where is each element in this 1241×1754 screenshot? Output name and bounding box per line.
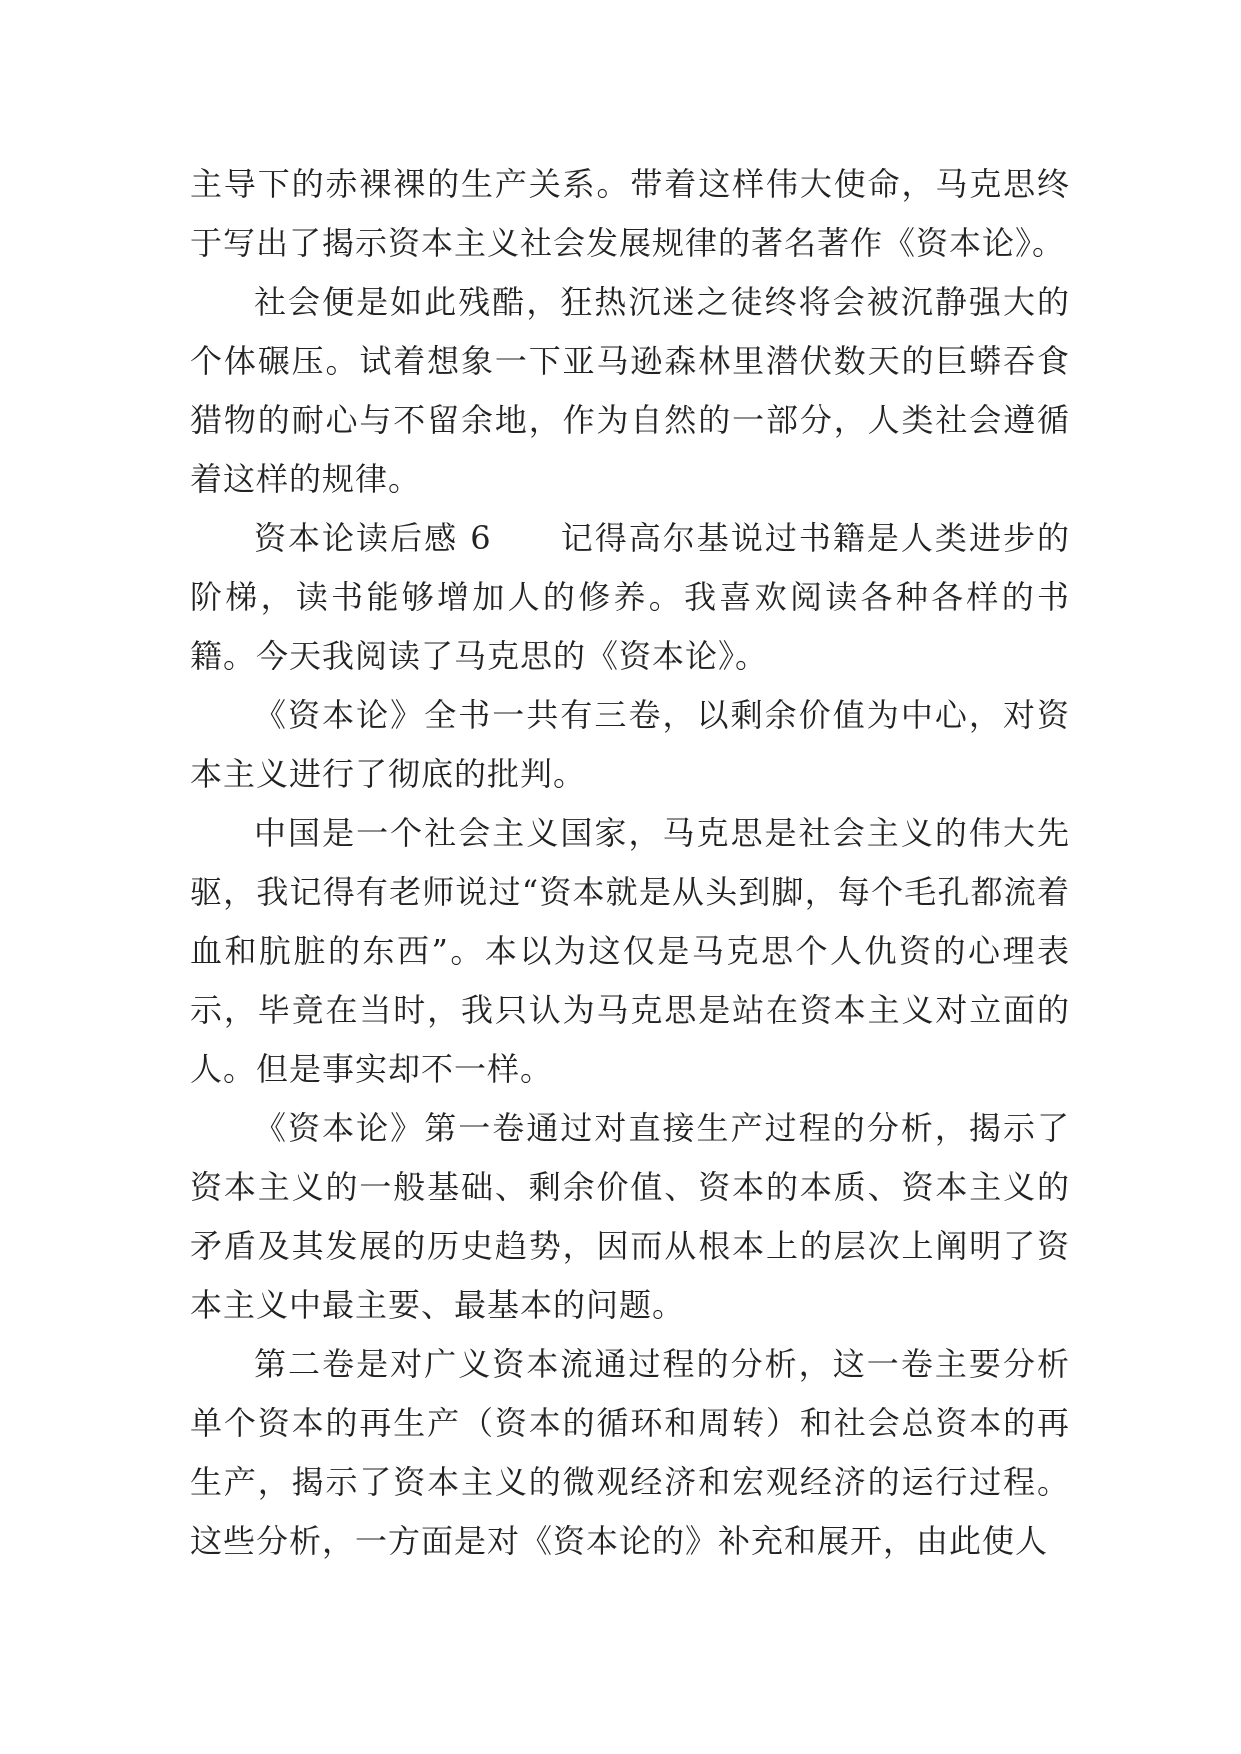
paragraph-volume-one: 《资本论》第一卷通过对直接生产过程的分析，揭示了资本主义的一般基础、剩余价值、资本的本质、资本主义的矛盾及其发展的历史趋势，因而从根本上的层次上阐明了资本主义中最主要、最基本的问题。 (190, 1109, 1070, 1324)
paragraph-society: 社会便是如此残酷，狂热沉迷之徒终将会被沉静强大的个体碾压。试着想象一下亚马逊森林里潜伏数天的巨蟒吞食猎物的耐心与不留余地，作为自然的一部分，人类社会遵循着这样的规律。 (190, 283, 1070, 498)
paragraph-volume-two: 第二卷是对广义资本流通过程的分析，这一卷主要分析单个资本的再生产（资本的循环和周转）和社会总资本的再生产，揭示了资本主义的微观经济和宏观经济的运行过程。这些分析，一方面是对《资本论的》补充和展开，由此使人 (190, 1345, 1070, 1560)
paragraph-china-socialism: 中国是一个社会主义国家，马克思是社会主义的伟大先驱，我记得有老师说过“资本就是从头到脚，每个毛孔都流着血和肮脏的东西”。本以为这仅是马克思个人仇资的心理表示，毕竟在当时，我只认为马克思是站在资本主义对立面的人。但是事实却不一样。 (190, 814, 1070, 1088)
paragraph-essay-6-intro: 资本论读后感 6 记得高尔基说过书籍是人类进步的阶梯，读书能够增加人的修养。我喜欢阅读各种各样的书籍。今天我阅读了马克思的《资本论》。 (190, 519, 1070, 675)
paragraph-three-volumes: 《资本论》全书一共有三卷，以剩余价值为中心，对资本主义进行了彻底的批判。 (190, 696, 1070, 793)
paragraph-continued: 主导下的赤裸裸的生产关系。带着这样伟大使命，马克思终于写出了揭示资本主义社会发展规律的著名著作《资本论》。 (190, 165, 1070, 262)
document-body (190, 155, 1070, 1571)
